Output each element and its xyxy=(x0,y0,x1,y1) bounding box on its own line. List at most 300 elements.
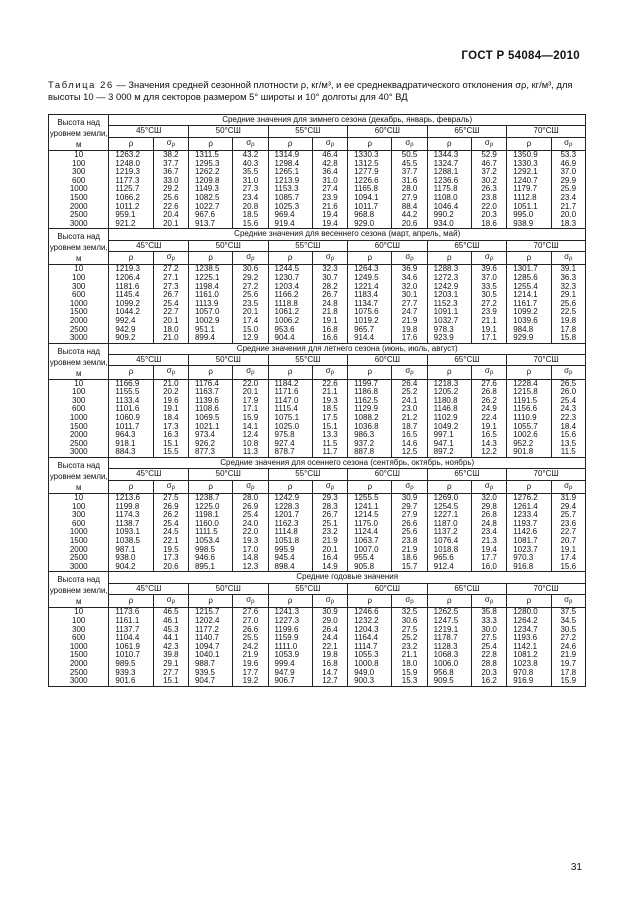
density-cell: 901.6 xyxy=(109,677,153,686)
density-cell: 1276.2 xyxy=(507,494,551,503)
height-cell: 1500 xyxy=(49,194,109,203)
deviation-cell: 25.6 xyxy=(153,194,188,203)
deviation-cell: 19.2 xyxy=(233,677,268,686)
deviation-cell: 17.5 xyxy=(312,414,347,423)
latitude-header-row xyxy=(49,126,586,137)
deviation-cell: 16.5 xyxy=(471,431,506,440)
density-cell: 947.1 xyxy=(427,440,471,449)
rho-symbol: ρ xyxy=(287,596,293,606)
density-cell: 1311.5 xyxy=(188,151,232,160)
deviation-cell: 24.7 xyxy=(392,308,427,317)
deviation-cell: 23.2 xyxy=(392,643,427,652)
height-cell: 2000 xyxy=(49,546,109,555)
latitude-header: 70°СШ xyxy=(507,240,586,251)
deviation-cell: 37.5 xyxy=(551,608,585,617)
density-cell: 1238.7 xyxy=(188,494,232,503)
deviation-cell: 45.5 xyxy=(392,160,427,169)
density-cell: 1112.8 xyxy=(507,194,551,203)
deviation-cell: 23.5 xyxy=(233,300,268,309)
density-cell: 938.0 xyxy=(109,554,153,563)
density-cell: 877.3 xyxy=(188,448,232,457)
deviation-cell: 12.9 xyxy=(233,334,268,343)
density-cell: 1241.1 xyxy=(348,503,392,512)
deviation-cell: 25.9 xyxy=(551,185,585,194)
deviation-cell: 32.3 xyxy=(551,283,585,292)
deviation-cell: 10.8 xyxy=(233,440,268,449)
density-cell: 1292.1 xyxy=(507,168,551,177)
deviation-cell: 19.8 xyxy=(551,317,585,326)
deviation-cell: 30.0 xyxy=(471,626,506,635)
rho-symbol: ρ xyxy=(128,253,134,263)
deviation-cell: 30.1 xyxy=(392,291,427,300)
deviation-cell: 29.1 xyxy=(551,291,585,300)
density-cell: 1038.5 xyxy=(109,537,153,546)
density-cell: 1032.7 xyxy=(427,317,471,326)
density-cell: 1248.0 xyxy=(109,160,153,169)
deviation-cell: 21.9 xyxy=(312,537,347,546)
latitude-header: 55°СШ xyxy=(268,355,348,366)
density-cell: 1199.7 xyxy=(348,379,392,388)
density-cell: 1193.6 xyxy=(507,634,551,643)
latitude-header: 65°СШ xyxy=(427,583,507,594)
block-title: Средние значения для осеннего сезона (сентябрь, октябрь, ноябрь) xyxy=(109,458,586,469)
deviation-cell: 16.8 xyxy=(312,660,347,669)
latitude-header: 60°СШ xyxy=(348,583,428,594)
density-cell: 906.7 xyxy=(268,677,312,686)
deviation-cell: 27.9 xyxy=(392,511,427,520)
deviation-cell: 27.5 xyxy=(392,626,427,635)
latitude-header: 55°СШ xyxy=(268,240,348,251)
density-cell: 1104.4 xyxy=(109,634,153,643)
density-cell: 1101.6 xyxy=(109,405,153,414)
deviation-cell: 35.8 xyxy=(471,608,506,617)
deviation-cell: 30.7 xyxy=(312,274,347,283)
height-cell: 2000 xyxy=(49,203,109,212)
latitude-header: 65°СШ xyxy=(427,126,507,137)
deviation-cell: 25.2 xyxy=(392,388,427,397)
density-cell: 988.7 xyxy=(188,660,232,669)
density-cell: 1175.0 xyxy=(348,520,392,529)
table-row xyxy=(49,334,586,343)
density-cell: 1040.1 xyxy=(188,651,232,660)
deviation-cell: 15.5 xyxy=(153,448,188,457)
density-cell: 937.2 xyxy=(348,440,392,449)
density-cell: 949.0 xyxy=(348,669,392,678)
height-cell: 300 xyxy=(49,397,109,406)
sigma-symbol: σ xyxy=(564,137,570,147)
deviation-cell: 17.4 xyxy=(233,317,268,326)
density-cell: 995.9 xyxy=(268,546,312,555)
density-cell: 959.1 xyxy=(109,211,153,220)
density-cell: 1060.9 xyxy=(109,414,153,423)
density-cell: 1277.9 xyxy=(348,168,392,177)
deviation-cell: 19.8 xyxy=(312,651,347,660)
deviation-cell: 11.5 xyxy=(312,440,347,449)
density-cell: 1288.3 xyxy=(427,265,471,274)
height-cell: 1500 xyxy=(49,651,109,660)
height-cell: 300 xyxy=(49,283,109,292)
rho-symbol: ρ xyxy=(526,138,532,148)
table-row xyxy=(49,677,586,686)
deviation-cell: 11.5 xyxy=(551,448,585,457)
deviation-cell: 22.0 xyxy=(233,379,268,388)
deviation-cell: 38.2 xyxy=(153,151,188,160)
sigma-subscript: ρ xyxy=(330,599,335,606)
deviation-cell: 22.7 xyxy=(551,528,585,537)
height-cell: 10 xyxy=(49,608,109,617)
density-cell: 1023.8 xyxy=(507,660,551,669)
table-row xyxy=(49,626,586,635)
sigma-symbol: σ xyxy=(166,137,172,147)
rho-symbol: ρ xyxy=(447,138,452,148)
sigma-symbol: σ xyxy=(325,137,331,147)
height-cell: 1000 xyxy=(49,300,109,309)
table-caption xyxy=(48,79,588,103)
deviation-cell: 17.3 xyxy=(153,554,188,563)
density-cell: 1099.2 xyxy=(507,308,551,317)
density-cell: 1108.6 xyxy=(188,405,232,414)
block-title: Средние значения для весеннего сезона (март, апрель, май) xyxy=(109,229,586,240)
table-row xyxy=(49,669,586,678)
deviation-cell: 19.8 xyxy=(392,326,427,335)
density-cell: 1228.4 xyxy=(507,379,551,388)
density-cell: 1228.3 xyxy=(268,503,312,512)
density-cell: 1225.0 xyxy=(188,503,232,512)
height-cell: 300 xyxy=(49,511,109,520)
deviation-cell: 35.5 xyxy=(233,168,268,177)
sigma-subscript: ρ xyxy=(251,141,255,148)
density-cell: 1025.0 xyxy=(268,423,312,432)
density-cell: 916.8 xyxy=(507,563,551,572)
height-cell: 1500 xyxy=(49,537,109,546)
density-cell: 899.4 xyxy=(188,334,232,343)
density-cell: 884.3 xyxy=(109,448,153,457)
deviation-cell: 27.4 xyxy=(312,185,347,194)
deviation-cell: 25.7 xyxy=(551,511,585,520)
deviation-cell: 15.9 xyxy=(392,669,427,678)
density-cell: 1111.5 xyxy=(188,528,232,537)
density-cell: 1063.7 xyxy=(348,537,392,546)
deviation-cell: 20.1 xyxy=(233,388,268,397)
density-cell: 1198.1 xyxy=(188,511,232,520)
density-cell: 1184.2 xyxy=(268,379,312,388)
density-cell: 927.4 xyxy=(268,440,312,449)
deviation-cell: 22.4 xyxy=(471,414,506,423)
latitude-header: 50°СШ xyxy=(188,583,268,594)
deviation-cell: 23.4 xyxy=(471,528,506,537)
density-cell: 1166.9 xyxy=(109,379,153,388)
symbol-header-row xyxy=(49,366,586,379)
deviation-cell: 14.9 xyxy=(312,563,347,572)
deviation-cell: 20.6 xyxy=(392,220,427,229)
deviation-cell: 27.7 xyxy=(392,300,427,309)
deviation-cell: 21.3 xyxy=(471,537,506,546)
deviation-cell: 24.0 xyxy=(233,520,268,529)
deviation-cell: 15.1 xyxy=(153,440,188,449)
density-cell: 1312.5 xyxy=(348,160,392,169)
density-cell: 1206.4 xyxy=(109,274,153,283)
density-cell: 1159.9 xyxy=(268,634,312,643)
density-cell: 999.4 xyxy=(268,660,312,669)
table-row xyxy=(49,546,586,555)
deviation-cell: 52.9 xyxy=(471,151,506,160)
density-cell: 1175.8 xyxy=(427,185,471,194)
latitude-header: 65°СШ xyxy=(427,240,507,251)
deviation-cell: 42.3 xyxy=(153,643,188,652)
density-cell: 1298.4 xyxy=(268,160,312,169)
deviation-cell: 19.1 xyxy=(312,317,347,326)
deviation-cell: 23.8 xyxy=(471,194,506,203)
deviation-cell: 34.5 xyxy=(551,617,585,626)
density-cell: 942.9 xyxy=(109,326,153,335)
rho-symbol: ρ xyxy=(128,596,134,606)
density-cell: 965.6 xyxy=(427,554,471,563)
sigma-symbol: σ xyxy=(246,366,252,376)
sigma-subscript: ρ xyxy=(251,599,255,606)
table-row xyxy=(49,379,586,388)
density-cell: 1162.3 xyxy=(268,520,312,529)
deviation-cell: 50.5 xyxy=(392,151,427,160)
table-row xyxy=(49,308,586,317)
deviation-cell: 12.3 xyxy=(233,563,268,572)
deviation-cell: 20.3 xyxy=(471,669,506,678)
density-cell: 1247.5 xyxy=(427,617,471,626)
density-cell: 1000.8 xyxy=(348,660,392,669)
density-cell: 1057.0 xyxy=(188,308,232,317)
rho-symbol: ρ xyxy=(526,367,532,377)
table-row xyxy=(49,494,586,503)
table-row xyxy=(49,168,586,177)
deviation-cell: 19.6 xyxy=(233,660,268,669)
deviation-cell: 15.0 xyxy=(233,326,268,335)
deviation-cell: 20.1 xyxy=(233,308,268,317)
table-row xyxy=(49,448,586,457)
density-cell: 1164.4 xyxy=(348,634,392,643)
deviation-cell: 37.0 xyxy=(551,168,585,177)
rho-symbol: ρ xyxy=(367,481,373,491)
deviation-cell: 22.1 xyxy=(312,643,347,652)
deviation-cell: 17.1 xyxy=(471,334,506,343)
density-cell: 1199.6 xyxy=(268,626,312,635)
sigma-symbol: σ xyxy=(246,595,252,605)
deviation-cell: 30.6 xyxy=(392,617,427,626)
density-cell: 989.5 xyxy=(109,660,153,669)
deviation-cell: 15.3 xyxy=(392,677,427,686)
deviation-cell: 27.5 xyxy=(153,494,188,503)
deviation-cell: 45.3 xyxy=(153,626,188,635)
deviation-cell: 26.6 xyxy=(233,626,268,635)
density-cell: 1230.7 xyxy=(268,274,312,283)
density-cell: 1344.3 xyxy=(427,151,471,160)
deviation-cell: 24.4 xyxy=(312,634,347,643)
density-cell: 1053.9 xyxy=(268,651,312,660)
deviation-cell: 25.5 xyxy=(233,634,268,643)
density-cell: 1265.1 xyxy=(268,168,312,177)
sigma-symbol: σ xyxy=(325,366,331,376)
sigma-symbol: σ xyxy=(564,252,570,262)
deviation-cell: 21.9 xyxy=(551,651,585,660)
density-cell: 905.8 xyxy=(348,563,392,572)
deviation-cell: 25.1 xyxy=(312,520,347,529)
density-cell: 1179.7 xyxy=(507,185,551,194)
sigma-symbol: σ xyxy=(325,480,331,490)
deviation-cell: 19.1 xyxy=(471,423,506,432)
latitude-header: 60°СШ xyxy=(348,355,428,366)
table-row xyxy=(49,563,586,572)
density-cell: 1146.8 xyxy=(427,405,471,414)
deviation-cell: 20.6 xyxy=(153,563,188,572)
density-cell: 1137.7 xyxy=(109,626,153,635)
rho-symbol: ρ xyxy=(287,138,293,148)
density-cell: 887.8 xyxy=(348,448,392,457)
symbol-header-row xyxy=(49,480,586,493)
height-cell: 100 xyxy=(49,388,109,397)
deviation-cell: 30.5 xyxy=(471,291,506,300)
rho-symbol: ρ xyxy=(128,481,134,491)
sigma-symbol: σ xyxy=(166,480,172,490)
deviation-cell: 15.6 xyxy=(233,220,268,229)
density-cell: 929.9 xyxy=(507,334,551,343)
rho-symbol: ρ xyxy=(208,253,213,263)
deviation-cell: 15.1 xyxy=(153,677,188,686)
table-row xyxy=(49,617,586,626)
deviation-cell: 19.4 xyxy=(312,211,347,220)
deviation-cell: 17.9 xyxy=(233,397,268,406)
deviation-cell: 26.6 xyxy=(392,520,427,529)
density-cell: 1288.1 xyxy=(427,168,471,177)
rho-symbol: ρ xyxy=(367,253,373,263)
table-row xyxy=(49,528,586,537)
deviation-cell: 25.4 xyxy=(551,397,585,406)
sigma-subscript: ρ xyxy=(489,599,494,606)
density-cell: 1036.8 xyxy=(348,423,392,432)
density-cell: 1128.3 xyxy=(427,643,471,652)
sigma-subscript: ρ xyxy=(171,370,176,377)
deviation-cell: 26.7 xyxy=(153,291,188,300)
deviation-cell: 19.6 xyxy=(153,397,188,406)
deviation-cell: 18.0 xyxy=(392,660,427,669)
deviation-cell: 21.8 xyxy=(312,308,347,317)
density-cell: 1246.6 xyxy=(348,608,392,617)
height-cell: 600 xyxy=(49,291,109,300)
deviation-cell: 21.1 xyxy=(312,388,347,397)
height-cell: 10 xyxy=(49,265,109,274)
deviation-cell: 42.8 xyxy=(312,160,347,169)
density-cell: 1081.7 xyxy=(507,537,551,546)
deviation-cell: 18.6 xyxy=(471,220,506,229)
density-cell: 1124.4 xyxy=(348,528,392,537)
deviation-cell: 20.8 xyxy=(233,203,268,212)
sigma-subscript: ρ xyxy=(330,484,335,491)
height-cell: 600 xyxy=(49,520,109,529)
deviation-cell: 27.3 xyxy=(153,283,188,292)
deviation-cell: 33.5 xyxy=(471,283,506,292)
density-cell: 1254.5 xyxy=(427,503,471,512)
density-cell: 1066.2 xyxy=(109,194,153,203)
deviation-cell: 32.0 xyxy=(392,283,427,292)
density-cell: 1129.9 xyxy=(348,405,392,414)
row-header-cell: Высота над уровнем земли, м xyxy=(49,572,109,608)
latitude-header: 50°СШ xyxy=(188,126,268,137)
block-title-row xyxy=(49,343,586,354)
density-cell: 1075.6 xyxy=(348,308,392,317)
height-cell: 100 xyxy=(49,503,109,512)
deviation-cell: 26.2 xyxy=(471,397,506,406)
table-row xyxy=(49,160,586,169)
sigma-subscript: ρ xyxy=(569,141,573,148)
density-cell: 1249.5 xyxy=(348,274,392,283)
deviation-cell: 24.3 xyxy=(551,405,585,414)
table-row xyxy=(49,274,586,283)
deviation-cell: 28.0 xyxy=(392,185,427,194)
density-cell: 1219.3 xyxy=(109,168,153,177)
sigma-subscript: ρ xyxy=(489,370,494,377)
deviation-cell: 12.7 xyxy=(312,677,347,686)
density-cell: 934.0 xyxy=(427,220,471,229)
deviation-cell: 11.7 xyxy=(312,448,347,457)
density-cell: 1010.7 xyxy=(109,651,153,660)
density-cell: 1193.7 xyxy=(507,520,551,529)
density-cell: 1255.4 xyxy=(507,283,551,292)
deviation-cell: 27.9 xyxy=(392,194,427,203)
deviation-cell: 23.9 xyxy=(471,308,506,317)
density-cell: 1137.2 xyxy=(427,528,471,537)
height-cell: 300 xyxy=(49,626,109,635)
density-cell: 1091.1 xyxy=(427,308,471,317)
density-cell: 938.9 xyxy=(507,220,551,229)
density-cell: 1215.8 xyxy=(507,388,551,397)
rho-symbol: ρ xyxy=(128,138,134,148)
sigma-subscript: ρ xyxy=(330,141,335,148)
density-cell: 1142.6 xyxy=(507,528,551,537)
sigma-symbol: σ xyxy=(166,252,172,262)
deviation-cell: 26.7 xyxy=(312,291,347,300)
deviation-cell: 16.5 xyxy=(392,431,427,440)
deviation-cell: 22.3 xyxy=(551,414,585,423)
density-cell: 973.4 xyxy=(188,431,232,440)
latitude-header: 70°СШ xyxy=(507,355,586,366)
deviation-cell: 14.1 xyxy=(233,423,268,432)
density-cell: 900.3 xyxy=(348,677,392,686)
density-cell: 1280.0 xyxy=(507,608,551,617)
block-title: Средние значения для зимнего сезона (декабрь, январь, февраль) xyxy=(109,115,586,126)
sigma-subscript: ρ xyxy=(410,370,414,377)
density-cell: 1171.6 xyxy=(268,388,312,397)
deviation-cell: 46.7 xyxy=(471,160,506,169)
density-cell: 978.3 xyxy=(427,326,471,335)
height-cell: 10 xyxy=(49,494,109,503)
density-cell: 1088.2 xyxy=(348,414,392,423)
deviation-cell: 17.8 xyxy=(551,326,585,335)
density-cell: 1173.6 xyxy=(109,608,153,617)
density-cell: 1177.3 xyxy=(109,177,153,186)
deviation-cell: 16.4 xyxy=(312,554,347,563)
density-cell: 1115.4 xyxy=(268,405,312,414)
deviation-cell: 32.5 xyxy=(392,608,427,617)
table-row xyxy=(49,431,586,440)
density-cell: 1295.3 xyxy=(188,160,232,169)
density-cell: 1174.3 xyxy=(109,511,153,520)
deviation-cell: 23.6 xyxy=(551,520,585,529)
density-cell: 1204.3 xyxy=(348,626,392,635)
height-cell: 1000 xyxy=(49,414,109,423)
deviation-cell: 21.9 xyxy=(392,317,427,326)
height-cell: 1500 xyxy=(49,423,109,432)
height-cell: 600 xyxy=(49,634,109,643)
deviation-cell: 13.3 xyxy=(312,431,347,440)
density-cell: 992.4 xyxy=(109,317,153,326)
density-cell: 1198.4 xyxy=(188,283,232,292)
